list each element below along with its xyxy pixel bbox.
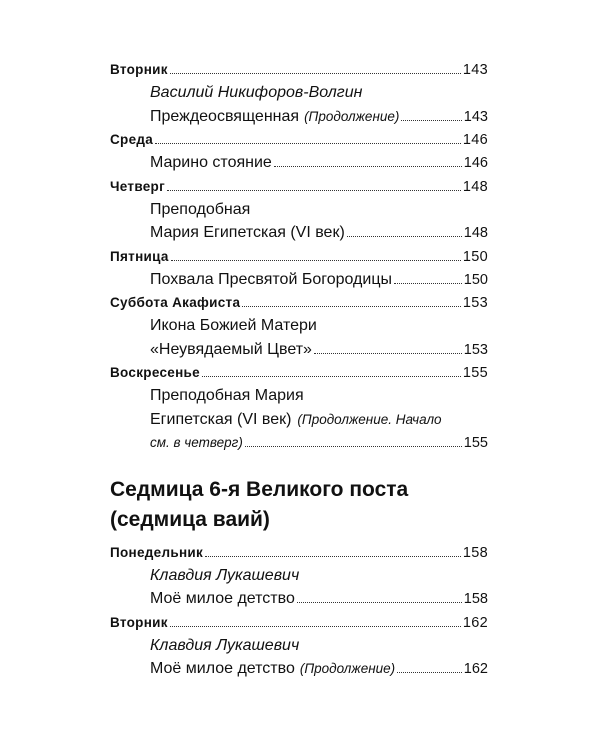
toc-entry-note: см. в четверг) xyxy=(150,435,243,450)
toc-page-number: 148 xyxy=(463,225,488,241)
toc-entry[interactable] xyxy=(110,221,488,245)
leader-dots xyxy=(170,626,461,627)
toc-day-wednesday[interactable] xyxy=(110,128,488,151)
toc-entry-title: «Неувядаемый Цвет» xyxy=(150,340,312,358)
toc-entry[interactable] xyxy=(110,431,488,455)
leader-dots xyxy=(397,672,462,673)
toc-day-label: Суббота Акафиста xyxy=(110,295,241,310)
leader-dots xyxy=(205,556,461,557)
toc-entry[interactable] xyxy=(110,587,488,611)
toc-page-number: 162 xyxy=(462,614,488,631)
leader-dots xyxy=(202,376,461,377)
toc-entry-note: (Продолжение. Начало xyxy=(297,411,442,427)
toc-page-number: 153 xyxy=(462,295,488,311)
toc-entry[interactable] xyxy=(110,657,488,681)
leader-dots xyxy=(155,143,461,144)
toc-entry-title: Моё милое детство xyxy=(150,660,295,677)
toc-entry-title: Преждеосвященная xyxy=(150,107,300,125)
toc-page-number: 150 xyxy=(463,271,488,288)
toc-entry[interactable] xyxy=(110,151,488,175)
toc-entry-title: Похвала Пресвятой Богородицы xyxy=(150,270,392,288)
toc-entry[interactable] xyxy=(110,338,488,362)
toc-entry-note: (Продолжение) xyxy=(299,661,396,676)
leader-dots xyxy=(347,236,462,237)
toc-entry-title: Египетская (VI век) xyxy=(150,410,292,428)
toc-day-label: Среда xyxy=(110,132,154,147)
leader-dots xyxy=(394,283,462,284)
toc-entry-title: Моё милое детство xyxy=(150,590,295,607)
toc-day-sunday[interactable] xyxy=(110,361,488,384)
toc-page-number: 143 xyxy=(462,62,488,78)
leader-dots xyxy=(170,73,461,74)
toc-day-label: Понедельник xyxy=(110,544,204,560)
toc-day-saturday[interactable] xyxy=(110,291,488,314)
toc-page-number: 150 xyxy=(462,248,488,265)
toc-entry-title-line: Икона Божией Матери xyxy=(150,317,317,334)
toc-page-number: 162 xyxy=(463,661,488,677)
toc-entry-title: Марино стояние xyxy=(150,154,272,171)
toc-author: Клавдия Лукашевич xyxy=(150,636,300,654)
toc-entry[interactable] xyxy=(110,105,488,129)
toc-day-thursday[interactable] xyxy=(110,175,488,198)
toc-day-tuesday[interactable] xyxy=(110,611,488,634)
toc-page-number: 146 xyxy=(462,132,488,148)
toc-page-number: 158 xyxy=(463,591,488,607)
leader-dots xyxy=(167,190,461,191)
toc-day-monday[interactable] xyxy=(110,541,488,564)
toc-entry-title-line: Преподобная xyxy=(150,200,251,218)
toc-page-number: 155 xyxy=(462,365,488,381)
toc-page-number: 143 xyxy=(463,108,488,125)
table-of-contents xyxy=(110,58,488,681)
leader-dots xyxy=(401,120,461,121)
toc-day-label: Пятница xyxy=(110,248,169,264)
toc-day-label: Вторник xyxy=(110,614,168,630)
toc-entry-title-line: Преподобная Мария xyxy=(150,387,304,404)
toc-day-tuesday[interactable] xyxy=(110,58,488,81)
leader-dots xyxy=(314,353,462,354)
leader-dots xyxy=(297,602,462,603)
toc-page-number: 146 xyxy=(463,155,488,171)
toc-entry-title-line xyxy=(110,408,488,432)
toc-entry[interactable] xyxy=(110,268,488,292)
leader-dots xyxy=(242,306,461,307)
toc-day-friday[interactable] xyxy=(110,245,488,268)
toc-day-label: Воскресенье xyxy=(110,365,200,380)
leader-dots xyxy=(274,166,462,167)
leader-dots xyxy=(171,260,461,261)
leader-dots xyxy=(245,446,462,447)
toc-page-number: 148 xyxy=(462,178,488,195)
toc-entry-title: Мария Египетская (VI век) xyxy=(150,224,345,241)
toc-page-number: 155 xyxy=(463,435,488,451)
section-heading-line: Седмица 6-я Великого поста xyxy=(110,477,409,501)
toc-page-number: 158 xyxy=(462,544,488,561)
toc-day-label: Вторник xyxy=(110,62,168,77)
toc-entry-note: (Продолжение) xyxy=(304,108,400,124)
section-heading xyxy=(110,475,488,535)
toc-page-number: 153 xyxy=(463,341,488,358)
toc-author: Василий Никифоров-Волгин xyxy=(150,84,363,101)
toc-day-label: Четверг xyxy=(110,178,166,194)
section-heading-line: (седмица ваий) xyxy=(110,507,270,531)
toc-author: Клавдия Лукашевич xyxy=(150,566,300,584)
